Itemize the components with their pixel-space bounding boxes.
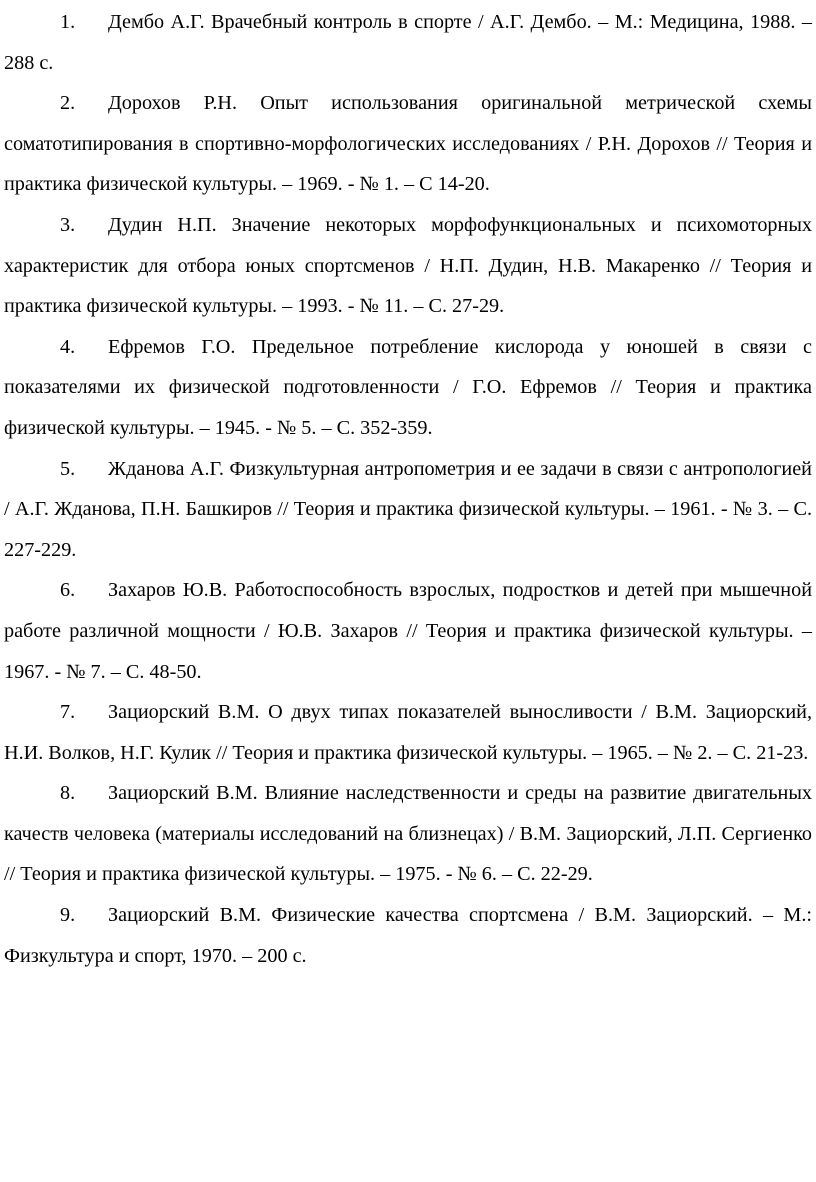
reference-item xyxy=(4,895,812,976)
reference-item xyxy=(4,83,812,205)
reference-list xyxy=(4,2,812,976)
reference-item xyxy=(4,205,812,327)
reference-item xyxy=(4,2,812,83)
reference-text: Дудин Н.П. Значение некоторых морфофункциональных и психомоторных характеристик для отбора юных спортсменов / Н.П. Дудин, Н.В. Макаренко // Теория и практика физической культуры. – 1993. - № 11. – С. 27-29. xyxy=(4,213,812,318)
reference-number: 9. xyxy=(60,904,76,927)
reference-text: Ефремов Г.О. Предельное потребление кислорода у юношей в связи с показателями их физической подготовленности / Г.О. Ефремов // Теория и практика физической культуры. – 1945. - № 5. – С. 352-359. xyxy=(4,335,812,439)
reference-number: 1. xyxy=(60,11,76,33)
reference-text: Захаров Ю.В. Работоспособность взрослых, подростков и детей при мышечной работе различной мощности / Ю.В. Захаров // Теория и практика физической культуры. – 1967. - № 7. – С. 48-50. xyxy=(4,579,812,683)
reference-text: Дембо А.Г. Врачебный контроль в спорте / А.Г. Дембо. – М.: Медицина, 1988. – 288 с. xyxy=(4,11,812,74)
reference-number: 6. xyxy=(60,579,76,602)
reference-number: 7. xyxy=(60,701,76,724)
reference-number: 3. xyxy=(60,213,76,236)
reference-item xyxy=(4,449,812,571)
reference-number: 4. xyxy=(60,335,76,358)
reference-text: Зациорский В.М. О двух типах показателей выносливости / В.М. Зациорский, Н.И. Волков, Н.Г. Кулик // Теория и практика физической культуры. – 1965. – № 2. – С. 21-23. xyxy=(4,701,812,764)
reference-item xyxy=(4,773,812,895)
reference-item xyxy=(4,692,812,773)
reference-item xyxy=(4,570,812,692)
reference-number: 2. xyxy=(60,92,76,115)
reference-number: 5. xyxy=(60,457,76,480)
reference-text: Зациорский В.М. Влияние наследственности и среды на развитие двигательных качеств человека (материалы исследований на близнецах) / В.М. Зациорский, Л.П. Сергиенко // Теория и практика физической культуры. – 1975. - № 6. – С. 22-29. xyxy=(4,782,812,886)
reference-text: Дорохов Р.Н. Опыт использования оригинальной метрической схемы соматотипирования в спортивно-морфологических исследованиях / Р.Н. Дорохов // Теория и практика физической культуры. – 1969. - № 1. – С 14-20. xyxy=(4,92,812,196)
reference-item xyxy=(4,327,812,449)
reference-text: Жданова А.Г. Физкультурная антропометрия и ее задачи в связи с антропологией / А.Г. Жданова, П.Н. Башкиров // Теория и практика физической культуры. – 1961. - № 3. – С. 227-229. xyxy=(4,457,812,561)
reference-number: 8. xyxy=(60,782,76,805)
reference-text: Зациорский В.М. Физические качества спортсмена / В.М. Зациорский. – М.: Физкультура и спорт, 1970. – 200 с. xyxy=(4,904,812,967)
